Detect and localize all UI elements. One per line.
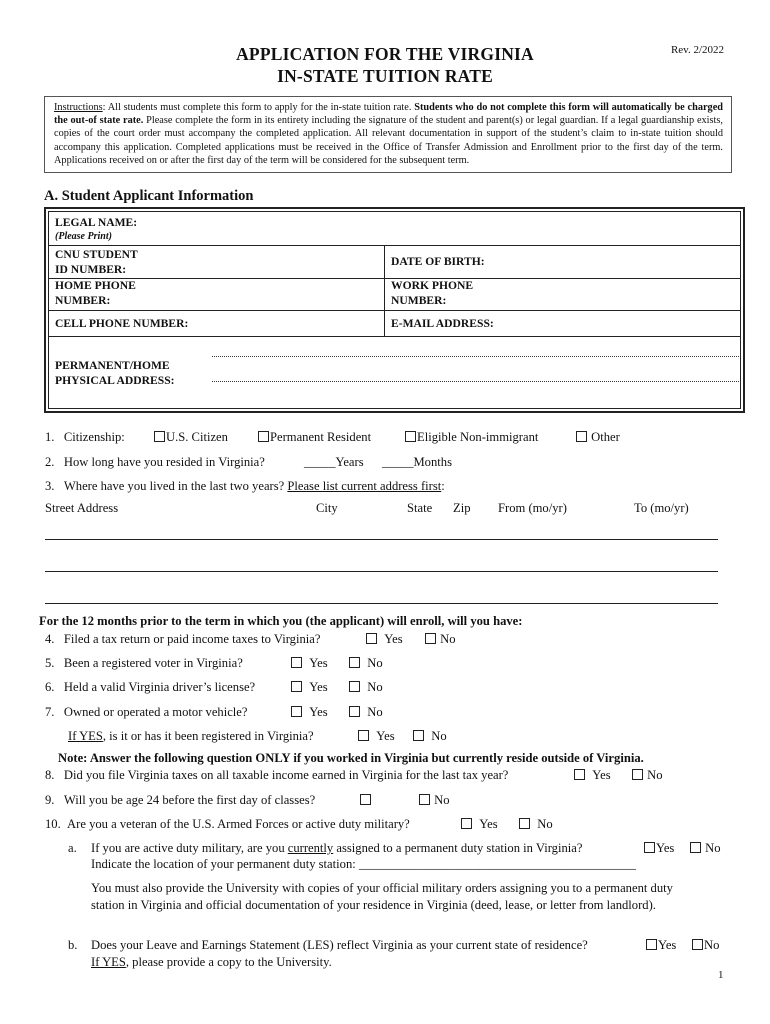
q10a-no-checkbox[interactable] (690, 842, 701, 853)
q8-no-checkbox[interactable] (632, 769, 643, 780)
q8-yes-checkbox[interactable] (574, 769, 585, 780)
form-title-line2: IN-STATE TUITION RATE (277, 66, 493, 86)
q5-yes-checkbox[interactable] (291, 657, 302, 668)
q7-registration-question: If YES, is it or has it been registered in Virginia? (68, 729, 314, 743)
q10-veteran: 10. Are you a veteran of the U.S. Armed Forces or active duty military? (45, 817, 410, 831)
permanent-resident-checkbox[interactable] (258, 431, 269, 442)
state-header: State (407, 501, 433, 515)
q7-yes-checkbox[interactable] (291, 706, 302, 717)
other-label: Other (591, 430, 620, 444)
instructions-box: Instructions: All students must complete this form to apply for the in-state tuition rate. Students who do not complete this form will automatically be charged the out-of state rate. Please complete the form in its entirety including the signature of the student and parent(s) or legal guardian. If a legal guardianship exists, copies of the court order must accompany the completed application. All relevant documentation in support of the student’s claim to in-state tuition should accompany this application. Completed applications must be received in the Office of Transfer Admission and Enrollment prior to the first day of the term. Applications received on or after the first day of the term will be considered for the subsequent term. (44, 96, 732, 173)
us-citizen-label: U.S. Citizen (166, 430, 228, 444)
q7-motor-vehicle: 7. Owned or operated a motor vehicle? (45, 705, 248, 719)
q4-tax-return: 4. Filed a tax return or paid income taxes to Virginia? (45, 632, 321, 646)
permanent-resident-label: Permanent Resident (270, 430, 372, 444)
q6-yes-checkbox[interactable] (291, 681, 302, 692)
address-line-1[interactable] (212, 356, 739, 357)
q10b-question: Does your Leave and Earnings Statement (LES) reflect Virginia as your current state of residence? (91, 938, 588, 952)
q10b-no-checkbox[interactable] (692, 939, 703, 950)
q5-registered-voter: 5. Been a registered voter in Virginia? (45, 656, 243, 670)
eligible-nonimmigrant-checkbox[interactable] (405, 431, 416, 442)
form-title-line1: APPLICATION FOR THE VIRGINIA (236, 44, 534, 64)
q10b-note: If YES, please provide a copy to the University. (91, 955, 332, 969)
instructions-warning: Students who do not complete this form will automatically be charged the out-of state rate. (54, 102, 724, 127)
legal-name-label: LEGAL NAME: (55, 216, 138, 229)
q10b-letter: b. (68, 938, 78, 952)
q10-no-checkbox[interactable] (519, 818, 530, 829)
q1-citizenship: 1. Citizenship: (45, 430, 125, 444)
q4-no-checkbox[interactable] (425, 633, 436, 644)
q10-yes-checkbox[interactable] (461, 818, 472, 829)
years-field[interactable]: _____Years (304, 455, 364, 469)
note-text: Note: Answer the following question ONLY if you worked in Virginia but currently reside outside of Virginia. (58, 751, 644, 765)
q10b-yes-checkbox[interactable] (646, 939, 657, 950)
dob-label: DATE OF BIRTH: (391, 255, 485, 268)
address-line-2[interactable] (212, 381, 739, 382)
section-a-heading: A. Student Applicant Information (44, 188, 254, 204)
q9-age-24: 9. Will you be age 24 before the first day of classes? (45, 793, 316, 807)
city-header: City (316, 501, 338, 515)
street-address-header: Street Address (45, 501, 119, 515)
q7-sub-yes-checkbox[interactable] (358, 730, 369, 741)
duty-station-field[interactable]: Indicate the location of your permanent duty station: ____________________________________________ (91, 857, 636, 871)
email-label: E-MAIL ADDRESS: (391, 317, 494, 330)
page-number: 1 (718, 969, 724, 981)
q6-drivers-license: 6. Held a valid Virginia driver’s license? (45, 680, 256, 694)
q8-virginia-taxes: 8. Did you file Virginia taxes on all taxable income earned in Virginia for the last tax year? (45, 768, 509, 782)
q6-no-checkbox[interactable] (349, 681, 360, 692)
revision-date: Rev. 2/2022 (670, 44, 724, 56)
cell-phone-label: CELL PHONE NUMBER: (55, 317, 189, 330)
q7-no-checkbox[interactable] (349, 706, 360, 717)
from-header: From (mo/yr) (498, 501, 567, 515)
military-orders-note: You must also provide the University with copies of your official military orders assigning you to a permanent duty station in Virginia and official documentation of your residence in Virginia (deed, lease, or letter from landlord). (91, 881, 673, 912)
months-field[interactable]: _____Months (382, 455, 452, 469)
to-header: To (mo/yr) (634, 501, 689, 515)
q2-residency-duration: 2. How long have you resided in Virginia? (45, 455, 265, 469)
other-checkbox[interactable] (576, 431, 587, 442)
please-print-note: (Please Print) (55, 231, 112, 242)
cnu-id-label: CNU STUDENT ID NUMBER: (55, 248, 138, 276)
home-phone-label: HOME PHONE NUMBER: (55, 279, 136, 307)
address-history-line-3[interactable] (45, 603, 718, 604)
us-citizen-checkbox[interactable] (154, 431, 165, 442)
work-phone-label: WORK PHONE NUMBER: (391, 279, 474, 307)
q9-yes-checkbox[interactable] (360, 794, 371, 805)
address-history-line-1[interactable] (45, 539, 718, 540)
q10a-letter: a. (68, 841, 77, 855)
q5-no-checkbox[interactable] (349, 657, 360, 668)
q10a-question: If you are active duty military, are you currently assigned to a permanent duty station in Virginia? (91, 841, 583, 855)
address-label: PERMANENT/HOME PHYSICAL ADDRESS: (55, 359, 175, 387)
q10a-yes-checkbox[interactable] (644, 842, 655, 853)
q3-previous-addresses: 3. Where have you lived in the last two years? Please list current address first: (45, 479, 445, 493)
eligible-nonimmigrant-label: Eligible Non-immigrant (417, 430, 539, 444)
q7-sub-no-checkbox[interactable] (413, 730, 424, 741)
instructions-label: Instructions (54, 102, 103, 113)
q4-yes-checkbox[interactable] (366, 633, 377, 644)
zip-header: Zip (453, 501, 471, 515)
twelve-months-heading: For the 12 months prior to the term in which you (the applicant) will enroll, will you have: (39, 614, 523, 628)
q9-no-checkbox[interactable] (419, 794, 430, 805)
address-history-line-2[interactable] (45, 571, 718, 572)
